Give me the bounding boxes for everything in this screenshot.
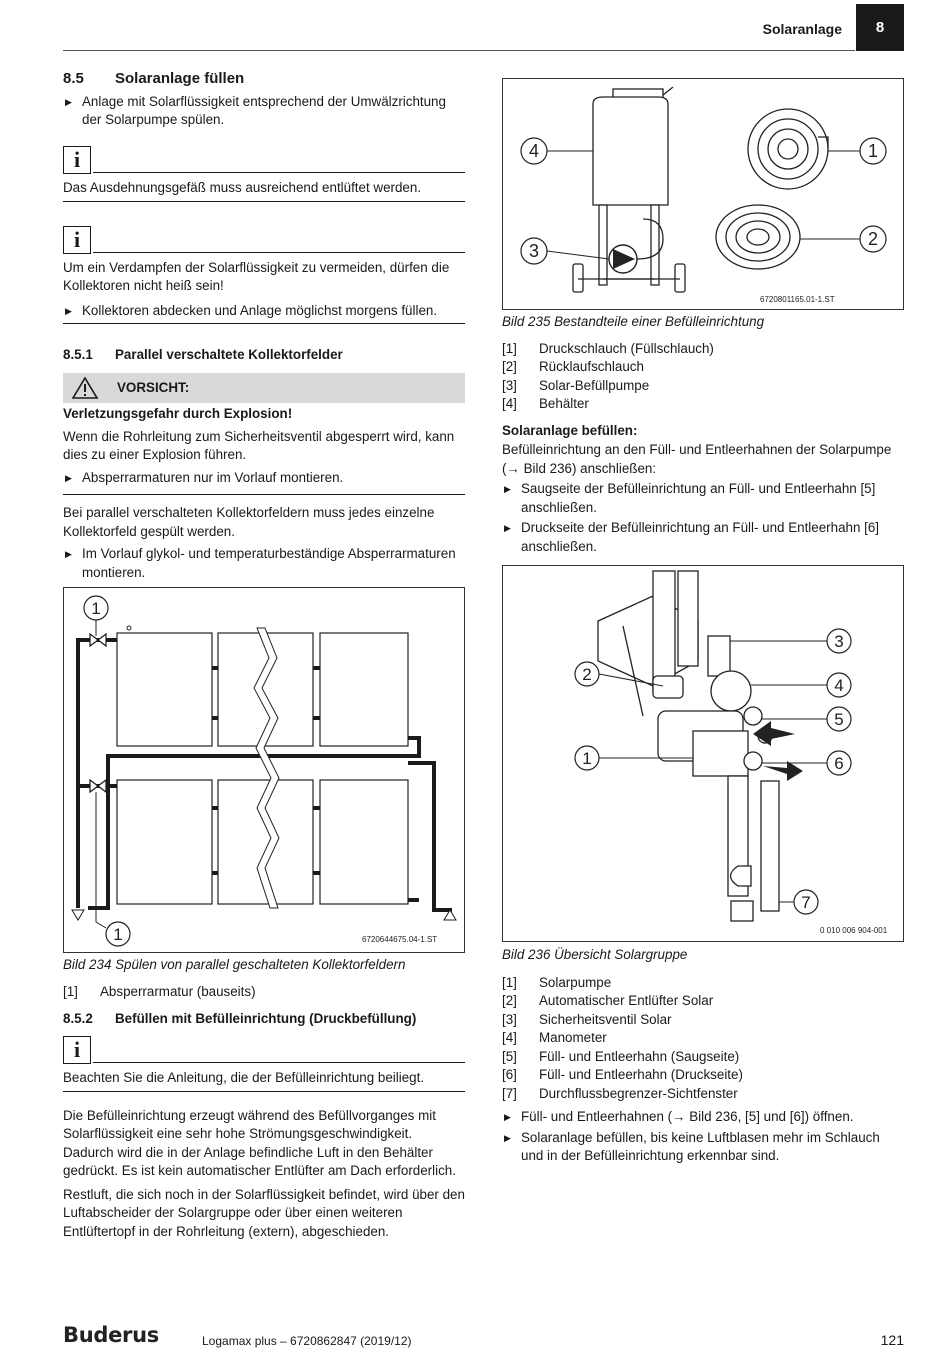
figure-236-legend-item: [1] Solarpumpe: [502, 974, 612, 990]
info-icon: i: [63, 146, 91, 174]
figure-235-legend-item: [2] Rücklaufschlauch: [502, 359, 644, 374]
info-icon: i: [63, 1036, 91, 1064]
note-text: Das Ausdehnungsgefäß muss ausreichend entlüftet werden.: [63, 179, 422, 195]
left-column-lower: [63, 956, 465, 1241]
figure-236-legend-item: [5] Füll- und Entleerhahn (Saugseite): [502, 1048, 740, 1064]
figure-235-legend-item: [4] Behälter: [502, 396, 589, 411]
svg-text:1: 1: [91, 599, 101, 618]
figure-236: [502, 565, 904, 942]
fill-step-suction: ▶ Saugseite der Befülleinrichtung an Füll- und Entleerhahn [5] anschließen.: [502, 480, 904, 517]
svg-text:6720801165.01-1.ST: 6720801165.01-1.ST: [760, 295, 835, 304]
svg-text:2: 2: [867, 229, 879, 249]
svg-text:0 010 006 904-001: 0 010 006 904-001: [820, 926, 888, 935]
figure-235-legend-item: [3] Solar-Befüllpumpe: [502, 377, 650, 393]
step-shutoff-valves: ▶ Im Vorlauf glykol- und temperaturbeständige Absperrarmaturen montieren.: [63, 545, 465, 582]
right-column: [502, 313, 904, 556]
figure-235-legend-item: [1] Druckschlauch (Füllschlauch): [502, 340, 714, 356]
note-expansion-vessel: [63, 146, 465, 201]
svg-text:1: 1: [113, 925, 123, 944]
svg-text:1: 1: [867, 141, 879, 161]
svg-text:3: 3: [528, 241, 540, 261]
svg-text:4: 4: [834, 676, 844, 695]
svg-text:1: 1: [582, 749, 592, 768]
warning-label: VORSICHT:: [117, 380, 190, 395]
svg-text:7: 7: [801, 893, 811, 912]
warning-heading: Verletzungsgefahr durch Explosion!: [63, 406, 293, 421]
svg-text:6720644675.04-1.ST: 6720644675.04-1.ST: [362, 935, 438, 944]
svg-text:2: 2: [582, 665, 592, 684]
left-column: [63, 70, 465, 582]
fill-heading: Solaranlage befüllen:: [502, 422, 638, 438]
document-id: Logamax plus – 6720862847 (2019/12): [202, 1334, 412, 1348]
brand-logo: Buderus: [63, 1323, 159, 1347]
paragraph-filling-device: Die Befülleinrichtung erzeugt während des Befüllvorganges mit Solarflüssigkeit eine sehr hohe Strömungsgeschwindigkeit. Dadurch wird die in der Anlage befindliche Luft in den Behälter gedrückt. Es ist kein automatischer Entlüfter am Dach erforderlich.: [63, 1107, 456, 1178]
warning-text: Wenn die Rohrleitung zum Sicherheitsventil abgesperrt wird, kann dies zu einer Explosion führen.: [63, 428, 455, 462]
figure-236-legend-item: [3] Sicherheitsventil Solar: [502, 1011, 672, 1027]
svg-text:5: 5: [834, 710, 844, 729]
figure-234: [63, 587, 465, 953]
figure-236-legend-item: [2] Automatischer Entlüfter Solar: [502, 993, 714, 1008]
warning-bar: [63, 373, 465, 403]
paragraph-residual-air: Restluft, die sich noch in der Solarflüssigkeit befindet, wird über den Luftabscheider der Solargruppe oder über einen weiteren Entlüftertopf in der Rohrleitung (extern), abgeschieden.: [63, 1186, 465, 1239]
figure-235: [502, 78, 904, 310]
section-8-5-1-heading: 8.5.1 Parallel verschaltete Kollektorfelder: [63, 346, 343, 362]
collector-field-diagram: [64, 588, 464, 952]
filling-device-diagram: [503, 79, 903, 309]
step-open-valves: ▶ Füll- und Entleerhahnen (→ Bild 236, [5] und [6]) öffnen.: [502, 1108, 904, 1127]
step-fill-system: ▶ Solaranlage befüllen, bis keine Luftblasen mehr im Schlauch und in der Befülleinrichtung erkennbar sind.: [502, 1129, 904, 1166]
warning-step: ▶ Absperrarmaturen nur im Vorlauf montieren.: [63, 469, 465, 488]
header-title: Solaranlage: [762, 21, 842, 37]
svg-text:3: 3: [834, 632, 844, 651]
right-column-lower: [502, 946, 904, 1166]
svg-text:6: 6: [834, 754, 844, 773]
note-text: Um ein Verdampfen der Solarflüssigkeit zu vermeiden, dürfen die Kollektoren nicht heiß sein!: [63, 259, 450, 293]
section-8-5-heading: 8.5 Solaranlage füllen: [63, 70, 245, 87]
chapter-badge: 8: [856, 4, 904, 51]
solar-group-diagram: [503, 566, 903, 941]
section-8-5-2-heading: 8.5.2 Befüllen mit Befülleinrichtung (Druckbefüllung): [63, 1011, 417, 1026]
figure-236-caption: Bild 236 Übersicht Solargruppe: [502, 947, 688, 962]
figure-236-legend-item: [7] Durchflussbegrenzer-Sichtfenster: [502, 1085, 738, 1101]
svg-text:4: 4: [528, 141, 540, 161]
figure-236-legend-item: [6] Füll- und Entleerhahn (Druckseite): [502, 1067, 743, 1082]
figure-236-legend-item: [4] Manometer: [502, 1030, 607, 1045]
note-text: Beachten Sie die Anleitung, die der Befülleinrichtung beiliegt.: [63, 1069, 425, 1085]
paragraph-parallel: Bei parallel verschalteten Kollektorfeldern muss jedes einzelne Kollektorfeld gespült werden.: [63, 505, 435, 539]
note-evaporation: [63, 226, 465, 344]
fill-step-pressure: ▶ Druckseite der Befülleinrichtung an Füll- und Entleerhahn [6] anschließen.: [502, 519, 904, 556]
figure-234-legend-item: [1] Absperrarmatur (bauseits): [63, 983, 256, 999]
step-flush: ▶ Anlage mit Solarflüssigkeit entsprechend der Umwälzrichtung der Solarpumpe spülen.: [63, 93, 465, 130]
page-number: 121: [880, 1332, 904, 1348]
step-cover-collectors: ▶ Kollektoren abdecken und Anlage möglichst morgens füllen.: [63, 302, 465, 321]
figure-234-caption: Bild 234 Spülen von parallel geschalteten Kollektorfeldern: [63, 957, 406, 972]
fill-text: Befülleinrichtung an den Füll- und Entleerhahnen der Solarpumpe (→ Bild 236) anschließen:: [502, 442, 892, 476]
warning-triangle-icon: [71, 376, 99, 400]
header-rule: [63, 50, 855, 51]
note-instructions: [63, 1036, 465, 1092]
info-icon: i: [63, 226, 91, 254]
figure-235-caption: Bild 235 Bestandteile einer Befülleinrichtung: [502, 314, 765, 329]
